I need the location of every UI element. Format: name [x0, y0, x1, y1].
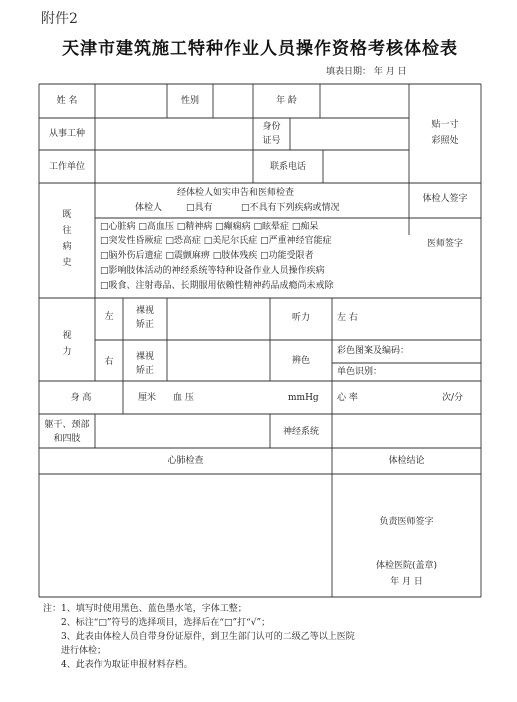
note-line: 2、标注“□”符号的选择项目，选择后在“□”打“√”； [61, 618, 271, 628]
doctor-sign-label: 医师签字 [426, 239, 463, 249]
disease-option-row[interactable]: □突发性昏厥症 □恐高症 □美尼尔氏症 □严重神经官能症 [100, 236, 332, 246]
vision-label: 视力 [62, 331, 72, 357]
heart-lung-label: 心肺检查 [167, 456, 204, 466]
history-check-text: 经体检人如实申告和医师检查 [177, 188, 295, 198]
history-person-label: 体检人 [135, 203, 163, 213]
bp-unit: mmHg [288, 393, 319, 403]
form-title: 天津市建筑施工特种作业人员操作资格考核体检表 [62, 39, 458, 59]
hearing-values[interactable]: 左 右 [337, 313, 358, 323]
disease-option-row[interactable]: □吸食、注射毒品、长期服用依赖性精神药品成瘾尚未戒除 [100, 281, 334, 291]
mono-color-label[interactable]: 单色识别： [337, 367, 383, 377]
trunk-field[interactable] [96, 415, 269, 447]
hospital-seal-label: 体检医院(盖章) [375, 561, 438, 571]
disease-option-row[interactable]: □影响肢体活动的神经系统等特种设备作业人员操作疾病 [100, 266, 325, 276]
height-unit: 厘米 [138, 393, 157, 403]
work-unit-label: 工作单位 [48, 162, 85, 172]
color-sense-label: 辨色 [291, 356, 310, 366]
chief-doctor-sign-label: 负责医师签字 [379, 517, 434, 527]
job-type-label: 从事工种 [48, 129, 85, 139]
trunk-label-line2: 和四肢 [53, 434, 81, 444]
id-number-field[interactable] [291, 119, 408, 149]
age-field[interactable] [321, 85, 408, 117]
height-label: 身 高 [70, 393, 92, 403]
job-type-field[interactable] [96, 119, 252, 149]
gender-label: 性别 [180, 96, 199, 106]
history-label: 既往病史 [62, 210, 72, 268]
photo-placeholder-line2: 彩照处 [431, 136, 459, 146]
trunk-label-line1: 躯干、颈部 [44, 420, 90, 430]
disease-option-row[interactable]: □脑外伤后遗症 □震颤麻痹 □肢体残疾 □功能受限者 [100, 251, 314, 261]
id-label-line2: 证号 [262, 136, 281, 146]
vision-left-label: 左 [104, 312, 114, 322]
vision-right-naked: 裸视 [135, 352, 154, 362]
color-plate-label[interactable]: 彩色图案及编码： [337, 346, 410, 356]
bp-label: 血 压 [173, 393, 194, 403]
nervous-system-label: 神经系统 [282, 427, 319, 437]
conclusion-label: 体检结论 [388, 456, 425, 466]
option-have[interactable]: □具有 [186, 203, 213, 213]
disease-option-row[interactable]: □心脏病 □高血压 □精神病 □癫痫病 □眩晕症 □痴呆 [100, 222, 319, 232]
vision-left-corrected: 矫正 [135, 320, 154, 330]
nervous-system-field[interactable] [333, 415, 480, 447]
id-label-line1: 身份 [262, 122, 281, 132]
option-not-have[interactable]: □不具有下列疾病或情况 [241, 203, 340, 213]
gender-field[interactable] [214, 85, 252, 117]
vision-right-field[interactable] [168, 341, 269, 380]
vision-right-label: 右 [104, 357, 114, 367]
phone-field[interactable] [324, 151, 408, 182]
examinee-sign-label: 体检人签字 [422, 194, 468, 204]
phone-label: 联系电话 [269, 162, 306, 172]
hearing-label: 听力 [291, 313, 310, 323]
name-label: 姓 名 [56, 96, 78, 106]
fill-date[interactable]: 填表日期： 年 月 日 [326, 67, 407, 77]
note-line: 4、此表作为取证申报材料存档。 [61, 660, 193, 670]
vision-right-corrected: 矫正 [135, 366, 154, 376]
seal-date[interactable]: 年 月 日 [390, 577, 423, 587]
photo-placeholder-line1: 贴一寸 [431, 120, 459, 130]
vision-left-naked: 裸视 [135, 306, 154, 316]
annex-label: 附件2 [41, 11, 78, 27]
note-line: 3、此表由体检人员自带身份证原件，到卫生部门认可的二级乙等以上医院 [61, 632, 355, 642]
vision-left-field[interactable] [168, 299, 269, 339]
heart-lung-field[interactable] [40, 475, 331, 596]
name-field[interactable] [96, 85, 166, 117]
heart-rate-unit: 次/分 [442, 393, 464, 403]
note-line: 注：1、填写时使用黑色、蓝色墨水笔，字体工整； [43, 604, 247, 614]
heart-rate-label: 心 率 [337, 393, 358, 403]
age-label: 年 龄 [276, 96, 297, 106]
note-line: 进行体检； [61, 646, 107, 656]
work-unit-field[interactable] [96, 151, 252, 182]
